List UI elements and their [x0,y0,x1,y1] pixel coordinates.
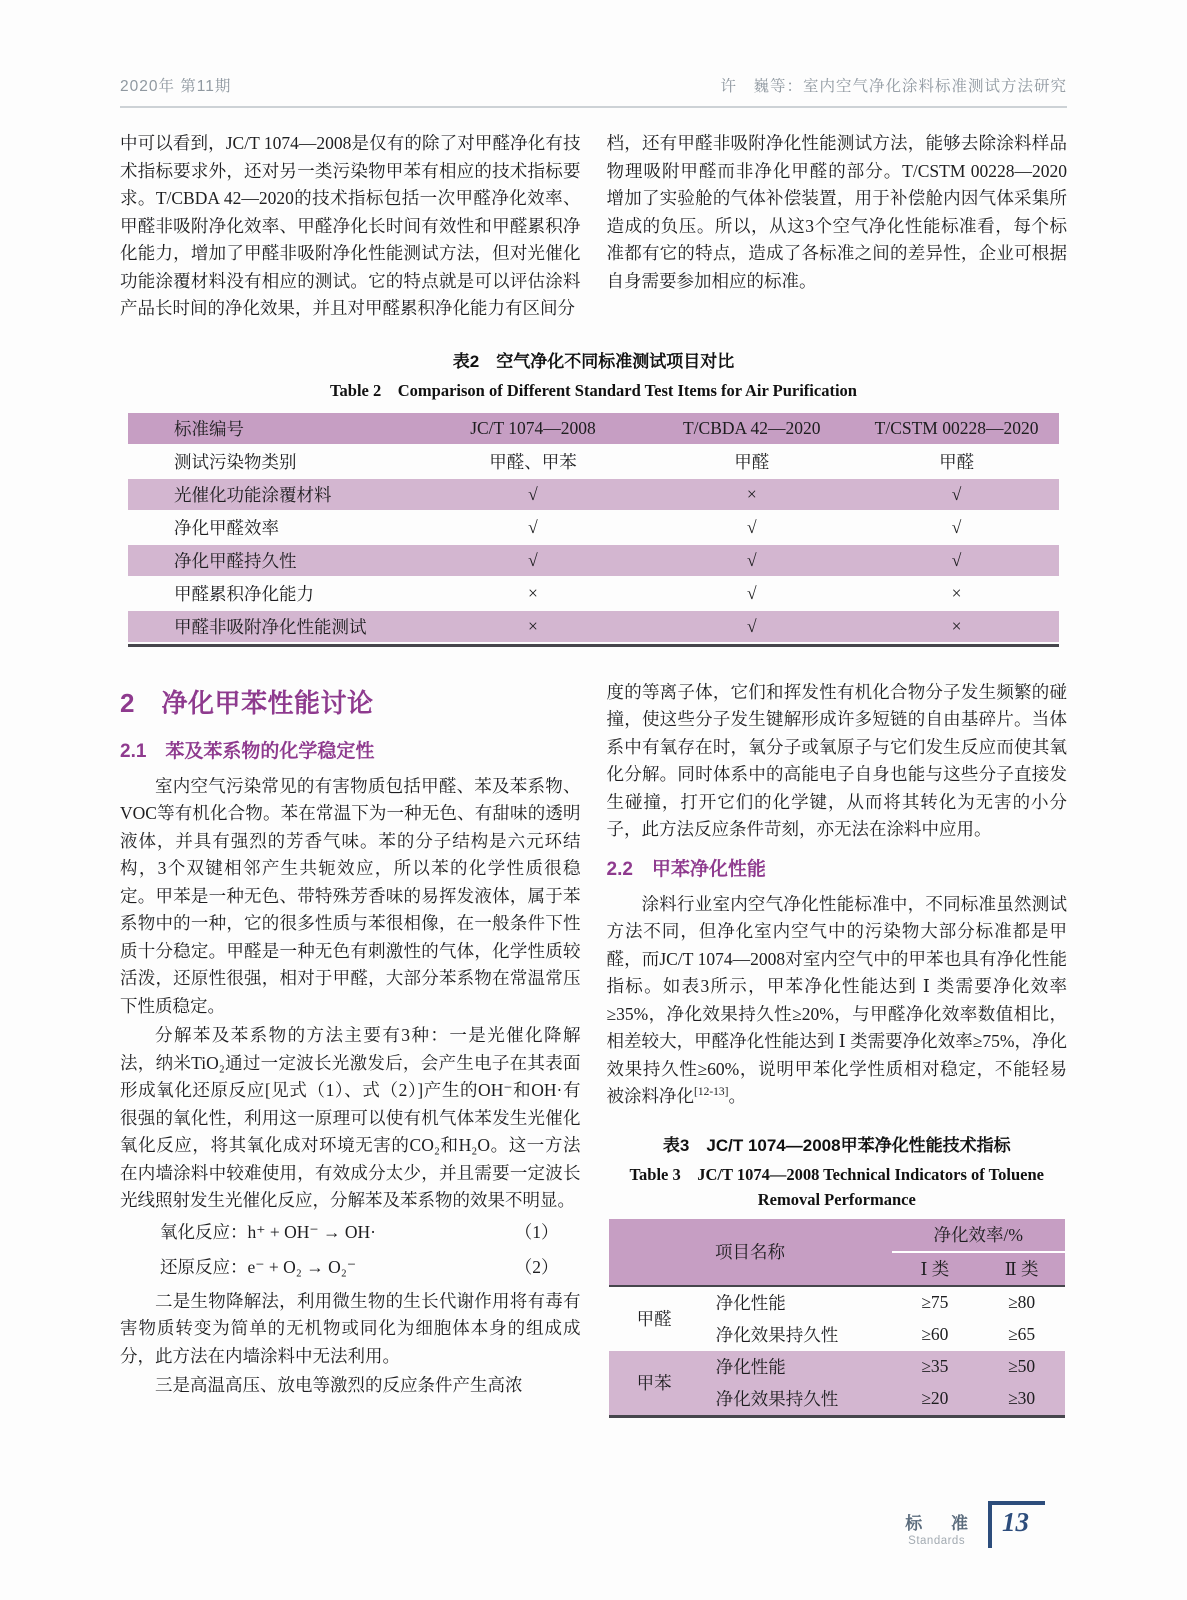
right-column [607,679,1068,1418]
table-cell: ≥35 [892,1351,979,1383]
table-header-cell: T/CBDA 42—2020 [649,413,854,444]
table2 [128,411,1059,644]
table-cell: 甲苯 [609,1351,700,1415]
equation-1 [120,1215,581,1251]
table2-caption-en: Table 2 Comparison of Different Standard Test Items for Air Purification [330,380,857,400]
equation-number: （2） [514,1257,559,1277]
table-cell: 净化性能 [700,1351,892,1383]
table-row [128,413,1059,444]
footer-section-label [893,1501,980,1547]
table-cell: ≥75 [921,1292,949,1312]
paragraph: 室内空气污染常见的有害物质包括甲醛、苯及苯系物、VOC等有机化合物。苯在常温下为一种无色、有甜味的透明液体，并具有强烈的芳香气味。苯的分子结构是六元环结构，3个双键相邻产生共轭效应，所以苯的化学性质很稳定。甲苯是一种无色、带特殊芳香味的易挥发液体，属于苯系物中的一种，它的很多性质与苯很相像，在一般条件下性质十分稳定。甲醛是一种无色有刺激性的气体，化学性质较活泼，还原性很强，相对于甲醛，大部分苯系物在常温常压下性质稳定。 [120,775,581,1016]
table3-caption-en-line2: Removal Performance [757,1189,916,1209]
table-cell: ≥30 [978,1383,1065,1415]
table-cell: √ [649,611,854,642]
section-heading: 2 净化甲苯性能讨论 [120,687,374,718]
table-cell: √ [854,479,1059,510]
table-cell: 净化甲醛效率 [174,517,279,538]
table-row [128,446,1059,477]
equation-2 [120,1250,581,1286]
table-row [128,545,1059,576]
running-title: 许 巍等：室内空气净化涂料标准测试方法研究 [720,78,1067,95]
equation-body: 还原反应：e⁻ + O₂ → O₂⁻ [160,1257,357,1277]
intro-paragraph-right: 档，还有甲醛非吸附净化性能测试方法，能够去除涂料样品物理吸附甲醛而非净化甲醛的部分。T/CSTM 00228—2020增加了实验舱的气体补偿装置，用于补偿舱内因气体采集所造成的负压。所以，从这3个空气净化性能标准看，每个标准都有它的特点，造成了各标准之间的差异性，企业可根据自身需要参加相应的标准。 [606,133,1067,291]
table-cell: √ [746,516,757,537]
table-cell: √ [528,516,538,537]
left-column [120,679,581,1418]
table-cell: √ [417,479,650,510]
intro-section [120,130,1067,323]
table2-caption-cn: 表2 空气净化不同标准测试项目对比 [452,351,735,371]
table-cell: 甲醛累积净化能力 [174,583,314,604]
table-cell: 净化甲醛持久性 [128,545,417,576]
table-row [128,611,1059,642]
table-cell: ≥80 [1008,1292,1036,1312]
table-header-cell: 净化效率/% [892,1219,1065,1252]
paragraph: 分解苯及苯系物的方法主要有3种：一是光催化降解法，纳米TiO₂通过一定波长光激发后，会产生电子在其表面形成氧化还原反应[见式（1）、式（2）]产生的OH⁻和OH·有很强的氧化性，利用这一原理可以使有机气体苯发生光催化氧化反应，将其氧化成对环境无害的CO₂和H₂O。这一方法在内墙涂料中较难使用，有效成分太少，并且需要一定波长光线照射发生光催化反应，分解苯及苯系物的效果不明显。 [120,1025,581,1210]
table-cell: ≥20 [892,1383,979,1415]
table-header-cell: 标准编号 [128,413,417,444]
table3-caption-cn: 表3 JC/T 1074—2008甲苯净化性能技术指标 [662,1135,1011,1155]
paragraph: 度的等离子体，它们和挥发性有机化合物分子发生频繁的碰撞，使这些分子发生键解形成许多短链的自由基碎片。当体系中有氧存在时，氧分子或氧原子与它们发生反应而使其氧化分解。同时体系中的高能电子自身也能与这些分子直接发生碰撞，打开它们的化学键，从而将其转化为无害的小分子，此方法反应条件苛刻，亦无法在涂料中应用。 [606,681,1067,839]
table-cell: √ [417,545,650,576]
table-cell: √ [854,545,1059,576]
table2-wrapper [128,411,1059,647]
table-cell: × [528,582,538,603]
table-row [609,1351,1066,1383]
table3-section [607,1131,1068,1418]
table3-wrapper [609,1219,1066,1418]
table-cell: ≥50 [978,1351,1065,1383]
subsection-heading-2-1: 2.1 苯及苯系物的化学稳定性 [120,740,375,762]
table-header-cell: 项目名称 [609,1219,892,1286]
equation-body: 氧化反应：h⁺ + OH⁻ → OH· [160,1221,376,1242]
paragraph [607,891,1068,1111]
table-row [609,1286,1066,1319]
table-row [128,512,1059,543]
table-cell: ≥60 [921,1324,949,1344]
table-cell: 测试污染物类别 [174,451,297,472]
table-cell: 甲醛非吸附净化性能测试 [128,611,417,642]
footer-label-cn: 标 准 [905,1514,980,1533]
paragraph: 二是生物降解法，利用微生物的生长代谢作用将有毒有害物质转变为简单的无机物或同化为细胞体本身的组成成分，此方法在内墙涂料中无法利用。 [120,1290,581,1366]
citation-reference: [12-13] [694,1086,729,1099]
table-cell: ≥65 [1008,1324,1036,1344]
table3 [609,1219,1066,1415]
table-header-cell: Ⅱ 类 [978,1252,1065,1286]
paragraph-text: 涂料行业室内空气净化性能标准中，不同标准虽然测试方法不同，但净化室内空气中的污染物大部分标准都是甲醛，而JC/T 1074—2008对室内空气中的甲苯也具有净化性能指标。如表3所示，甲苯净化性能达到 Ⅰ 类需要净化效率≥35%，净化效果持久性≥20%，与甲醛净化效率数值相比，相差较大，甲醛净化性能达到 Ⅰ 类需要净化效率≥75%，净化效果持久性≥60%，说明甲苯化学性质相对稳定，不能轻易被涂料净化 [606,893,1067,1106]
table-row [128,578,1059,609]
table-header-cell: Ⅰ 类 [892,1252,979,1286]
page-number-bracket [988,1501,1045,1548]
table3-caption-en-line1: Table 3 JC/T 1074—2008 Technical Indicators of Toluene [629,1164,1044,1184]
table-cell: × [417,611,650,642]
table-cell: 甲醛、甲苯 [489,451,577,472]
table-row [128,479,1059,510]
table-cell: √ [746,582,757,603]
page-footer [893,1501,1045,1548]
table-cell: 甲醛 [636,1309,672,1329]
table-cell: 净化效果持久性 [700,1383,892,1415]
paragraph: 三是高温高压、放电等激烈的反应条件产生高浓 [155,1375,523,1395]
table-header-cell: JC/T 1074—2008 [417,413,650,444]
footer-label-en: Standards [908,1535,966,1547]
intro-paragraph-left: 中可以看到，JC/T 1074—2008是仅有的除了对甲醛净化有技术指标要求外，还对另一类污染物甲苯有相应的技术指标要求。T/CBDA 42—2020的技术指标包括一次甲醛净化效率、甲醛非吸附净化效率、甲醛净化长时间有效性和甲醛累积净化能力，增加了甲醛非吸附净化性能测试方法，但对光催化功能涂覆材料没有相应的测试。它的特点就是可以评估涂料产品长时间的净化效果，并且对甲醛累积净化能力有区间分 [120,133,581,318]
table-header-cell: T/CSTM 00228—2020 [854,413,1059,444]
table-cell: × [951,582,962,603]
table-row [609,1219,1066,1252]
paragraph-text: 。 [728,1086,746,1106]
table-cell: × [649,479,854,510]
table-cell: × [854,611,1059,642]
table-cell: 净化效果持久性 [715,1325,839,1345]
table-cell: 光催化功能涂覆材料 [128,479,417,510]
table-cell: √ [649,545,854,576]
table-cell: 甲醛 [734,451,770,472]
table2-section [120,347,1067,647]
main-section [120,679,1067,1418]
table-cell: 净化性能 [715,1293,786,1313]
table-cell: 甲醛 [939,451,975,472]
subsection-heading-2-2: 2.2 甲苯净化性能 [606,858,766,880]
page-header [120,0,1067,108]
table-cell: √ [951,516,962,537]
equation-number: （1） [514,1221,559,1242]
issue-info: 2020年 第11期 [120,78,232,95]
page-number: 13 [1002,1507,1029,1537]
